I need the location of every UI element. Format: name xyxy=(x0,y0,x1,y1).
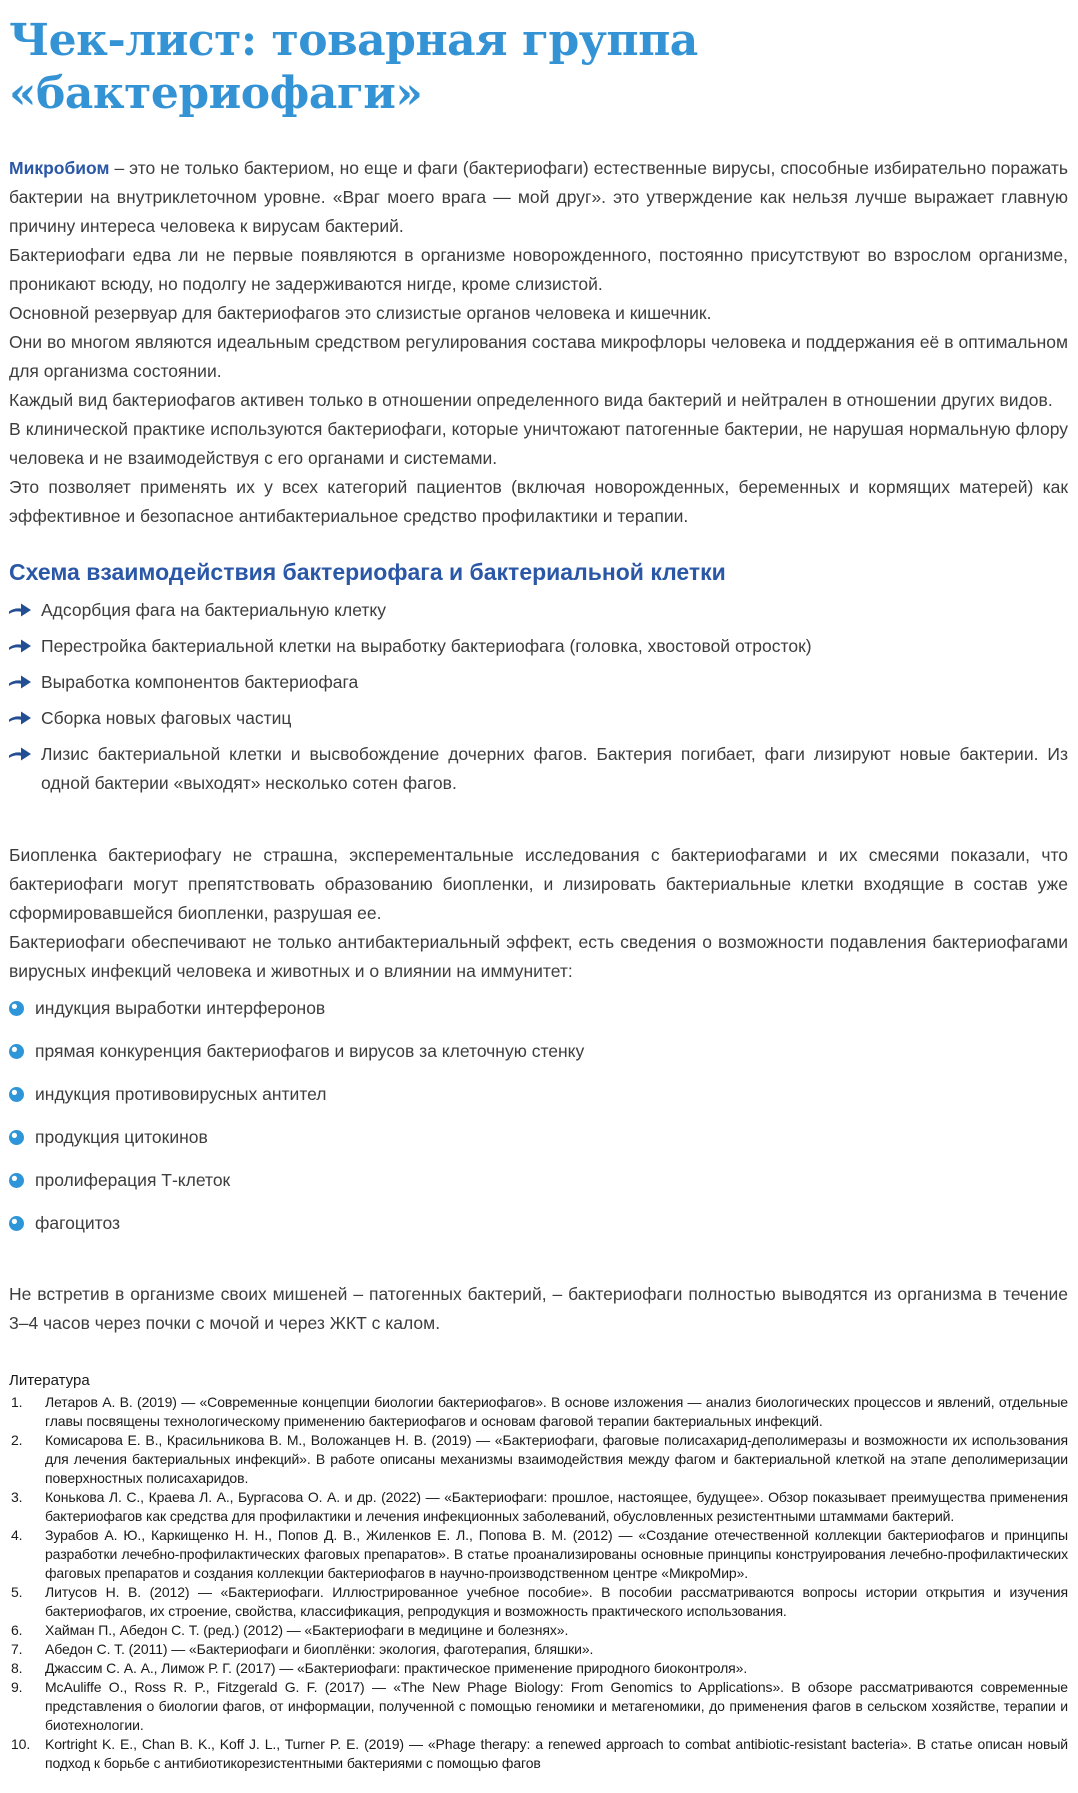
spacer xyxy=(9,805,1068,841)
scheme-list-item xyxy=(9,632,1068,661)
reference-item xyxy=(9,1526,1068,1583)
page-title xyxy=(9,14,1068,120)
scheme-heading: Схема взаимодействия бактериофага и бактериальной клетки xyxy=(9,559,726,585)
reference-text: Зурабов А. Ю., Каркищенко Н. Н., Попов Д. В., Жиленков Е. Л., Попова В. М. (2012) — «Создание отечественной коллекции бактериофагов и принципы разработки лечебно-профилактических фаговых препаратов». В статье проанализированы основные принципы конструирования лечебно-профилактических фаговых препаратов и создания коллекции бактериофагов в научно-производственном центре «МикроМир». xyxy=(45,1527,1068,1581)
closing-paragraph: Не встретив в организме своих мишеней – патогенных бактерий, – бактериофаги полностью выводятся из организма в течение 3–4 часов через почки с мочой и через ЖКТ с калом. xyxy=(9,1284,1068,1333)
reference-text: Абедон С. Т. (2011) — «Бактериофаги и биоплёнки: экология, фаготерапия, бляшки». xyxy=(45,1641,594,1657)
reference-number: 8. xyxy=(11,1660,23,1676)
bullet-dot-icon xyxy=(9,1130,24,1145)
reference-item xyxy=(9,1659,1068,1678)
lead-term: Микробиом xyxy=(9,158,110,178)
reference-text: McAuliffe O., Ross R. P., Fitzgerald G. F. (2017) — «The New Phage Biology: From Genomics to Applications». В обзоре рассматриваются современные представления о биологии фагов, от информации, полученной с помощью геномики и метагеномики, до применения фагов в сельском хозяйстве, терапии и биотехнологии. xyxy=(45,1679,1068,1733)
scheme-item-text: Лизис бактериальной клетки и высвобождение дочерних фагов. Бактерия погибает, фаги лизируют новые бактерии. Из одной бактерии «выходят» несколько сотен фагов. xyxy=(41,744,1068,793)
reference-item xyxy=(9,1393,1068,1431)
reference-list xyxy=(9,1393,1068,1773)
immunity-item-text: индукция противовирусных антител xyxy=(35,1084,327,1104)
reference-text: Летаров А. В. (2019) — «Современные концепции биологии бактериофагов». В основе изложения — анализ биологических процессов и явлений, отдельные главы посвящены технологическому применению бактериофагов и основам фаговой терапии бактериальных инфекций. xyxy=(45,1394,1068,1429)
arrow-right-icon xyxy=(9,673,31,690)
bullet-dot-icon xyxy=(9,1001,24,1016)
biofilm-paragraph: Биопленка бактериофагу не страшна, эксперементальные исследования с бактериофагами и их смесями показали, что бактериофаги могут препятствовать образованию биопленки, и лизировать бактериальные клетки входящие в состав уже сформировавшейся биопленки, разрушая ее. xyxy=(9,845,1068,923)
intro-paragraph: Это позволяет применять их у всех категорий пациентов (включая новорожденных, беременных и кормящих матерей) как эффективное и безопасное антибактериальное средство профилактики и терапии. xyxy=(9,477,1068,526)
reference-item xyxy=(9,1583,1068,1621)
immunity-item-text: продукция цитокинов xyxy=(35,1127,208,1147)
reference-text: Хайман П., Абедон С. Т. (ред.) (2012) — «Бактериофаги в медицине и болезнях». xyxy=(45,1622,569,1638)
intro-paragraph: Бактериофаги едва ли не первые появляются в организме новорожденного, постоянно присутствуют во взрослом организме, проникают всюду, но подолгу не задерживаются нигде, кроме слизистой. xyxy=(9,245,1068,294)
scheme-item-text: Выработка компонентов бактериофага xyxy=(41,672,359,692)
intro-paragraph: Они во многом являются идеальным средством регулирования состава микрофлоры человека и поддержания её в оптимальном для организма состоянии. xyxy=(9,332,1068,381)
immunity-list-item xyxy=(9,1123,1068,1152)
reference-item xyxy=(9,1488,1068,1526)
immunity-item-text: пролиферация Т-клеток xyxy=(35,1170,231,1190)
reference-number: 6. xyxy=(11,1622,23,1638)
arrow-right-icon xyxy=(9,601,31,618)
scheme-item-text: Перестройка бактериальной клетки на выработку бактериофага (головка, хвостовой отросток) xyxy=(41,636,812,656)
reference-text: Комисарова Е. В., Красильникова В. М., Воложанцев Н. В. (2019) — «Бактериофаги, фаговые полисахарид-деполимеразы и возможности их использования для лечения бактериальных инфекций». В работе описаны механизмы взаимодействия между фагом и бактериальной клеткой на этапе деполимеризации поверхностных полисахаридов. xyxy=(45,1432,1068,1486)
scheme-list-item xyxy=(9,704,1068,733)
arrow-right-icon xyxy=(9,709,31,726)
scheme-list-item xyxy=(9,668,1068,697)
immunity-list xyxy=(9,994,1068,1238)
immunity-list-item xyxy=(9,1166,1068,1195)
immunity-item-text: индукция выработки интерферонов xyxy=(35,998,326,1018)
reference-item xyxy=(9,1678,1068,1735)
immunity-list-item xyxy=(9,1209,1068,1238)
scheme-item-text: Сборка новых фаговых частиц xyxy=(41,708,292,728)
immunity-list-item xyxy=(9,1037,1068,1066)
bullet-dot-icon xyxy=(9,1087,24,1102)
intro-paragraph: Основной резервуар для бактериофагов это слизистые органов человека и кишечник. xyxy=(9,303,712,323)
intro-paragraph: Каждый вид бактериофагов активен только в отношении определенного вида бактерий и нейтрален в отношении других видов. xyxy=(9,390,1053,410)
scheme-item-text: Адсорбция фага на бактериальную клетку xyxy=(41,600,387,620)
reference-number: 9. xyxy=(11,1679,23,1695)
intro-lead-paragraph xyxy=(9,154,1068,241)
reference-item xyxy=(9,1735,1068,1773)
reference-number: 1. xyxy=(11,1394,23,1410)
literature-heading: Литература xyxy=(9,1372,90,1389)
reference-text: Конькова Л. С., Краева Л. А., Бургасова О. А. и др. (2022) — «Бактериофаги: прошлое, настоящее, будущее». Обзор показывает преимущества применения бактериофагов как средства для профилактики и лечения инфекционных заболеваний, обусловленных резистентными штаммами бактерий. xyxy=(45,1489,1068,1524)
intro-paragraph: В клинической практике используются бактериофаги, которые уничтожают патогенные бактерии, не нарушая нормальную флору человека и не взаимодействуя с его органами и системами. xyxy=(9,419,1068,468)
scheme-list xyxy=(9,596,1068,798)
reference-item xyxy=(9,1621,1068,1640)
immunity-intro-paragraph: Бактериофаги обеспечивают не только антибактериальный эффект, есть сведения о возможности подавления бактериофагами вирусных инфекций человека и животных и о влиянии на иммунитет: xyxy=(9,932,1068,981)
arrow-right-icon xyxy=(9,637,31,654)
page-title-line2: «бактериофаги» xyxy=(9,68,423,119)
reference-number: 5. xyxy=(11,1584,23,1600)
reference-number: 3. xyxy=(11,1489,23,1505)
reference-number: 2. xyxy=(11,1432,23,1448)
immunity-list-item xyxy=(9,1080,1068,1109)
bullet-dot-icon xyxy=(9,1044,24,1059)
immunity-item-text: фагоцитоз xyxy=(35,1213,121,1233)
reference-number: 10. xyxy=(11,1736,31,1752)
immunity-item-text: прямая конкуренция бактериофагов и вирусов за клеточную стенку xyxy=(35,1041,585,1061)
scheme-list-item xyxy=(9,740,1068,798)
reference-text: Литусов Н. В. (2012) — «Бактериофаги. Иллюстрированное учебное пособие». В пособии рассматриваются вопросы истории открытия и изучения бактериофагов, их строение, свойства, классификация, репродукция и возможность практического использования. xyxy=(45,1584,1068,1619)
spacer xyxy=(9,1252,1068,1280)
immunity-list-item xyxy=(9,994,1068,1023)
page-title-line1: Чек-лист: товарная группа xyxy=(9,15,698,66)
bullet-dot-icon xyxy=(9,1173,24,1188)
lead-paragraph-text: – это не только бактериом, но еще и фаги (бактериофаги) естественные вирусы, способные избирательно поражать бактерии на внутриклеточном уровне. «Враг моего врага — мой друг». это утверждение как нельзя лучше выражает главную причину интереса человека к вирусам бактерий. xyxy=(9,158,1068,236)
reference-item xyxy=(9,1431,1068,1488)
scheme-list-item xyxy=(9,596,1068,625)
bullet-dot-icon xyxy=(9,1216,24,1231)
reference-number: 7. xyxy=(11,1641,23,1657)
arrow-right-icon xyxy=(9,745,31,762)
reference-number: 4. xyxy=(11,1527,23,1543)
reference-text: Джассим С. А. А., Лимож Р. Г. (2017) — «Бактериофаги: практическое применение природного биоконтроля». xyxy=(45,1660,748,1676)
reference-text: Kortright K. E., Chan B. K., Koff J. L., Turner P. E. (2019) — «Phage therapy: a renewed approach to combat antibiotic-resistant bacteria». В статье описан новый подход к борьбе с антибиотикорезистентными бактериями с помощью фагов xyxy=(45,1736,1068,1771)
reference-item xyxy=(9,1640,1068,1659)
